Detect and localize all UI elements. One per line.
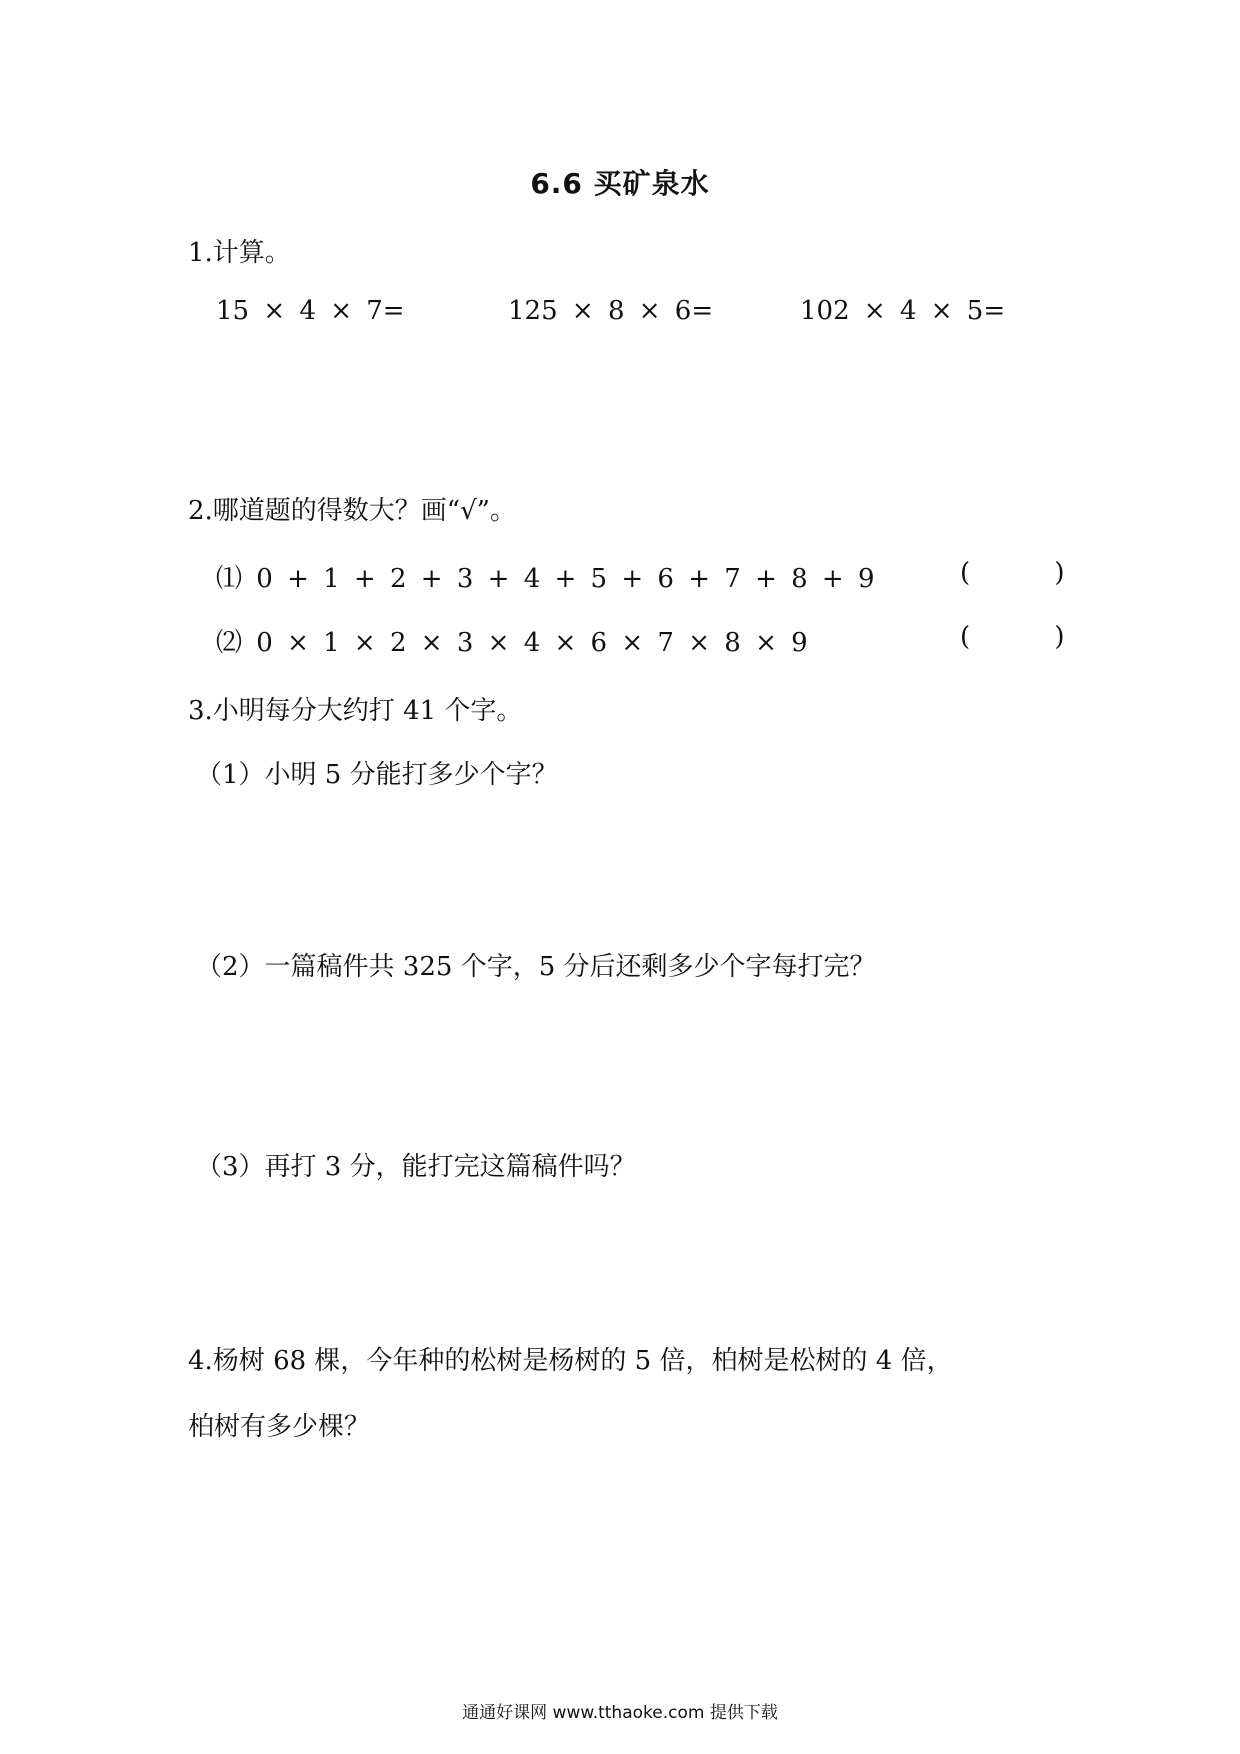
- question-3-sub-3: （3）再打 3 分，能打完这篇稿件吗？: [196, 1152, 636, 1182]
- answer-paren-2[interactable]: ( ): [960, 622, 1103, 652]
- calc-expression-3: 102 × 4 × 5=: [800, 296, 1006, 326]
- question-3-heading: 3.小明每分大约打 41 个字。: [188, 696, 523, 726]
- question-4-line-2: 柏树有多少棵？: [188, 1412, 371, 1442]
- calc-expression-1: 15 × 4 × 7=: [216, 296, 405, 326]
- footer-credit: 通通好课网 www.tthaoke.com 提供下载: [462, 1703, 778, 1723]
- page-title: 6.6 买矿泉水: [530, 167, 710, 200]
- compare-expression-1: ⑴ 0 + 1 + 2 + 3 + 4 + 5 + 6 + 7 + 8 + 9: [216, 564, 875, 594]
- question-4-line-1: 4.杨树 68 棵，今年种的松树是杨树的 5 倍，柏树是松树的 4 倍，: [188, 1346, 953, 1376]
- compare-expression-2: ⑵ 0 × 1 × 2 × 3 × 4 × 6 × 7 × 8 × 9: [216, 628, 808, 658]
- answer-paren-1[interactable]: ( ): [960, 558, 1103, 588]
- question-1-heading: 1.计算。: [188, 238, 291, 268]
- question-3-sub-1: （1）小明 5 分能打多少个字？: [196, 760, 558, 790]
- question-3-sub-2: （2）一篇稿件共 325 个字，5 分后还剩多少个字每打完？: [196, 952, 876, 982]
- calc-expression-2: 125 × 8 × 6=: [508, 296, 714, 326]
- question-2-heading: 2.哪道题的得数大？画“√”。: [188, 496, 516, 526]
